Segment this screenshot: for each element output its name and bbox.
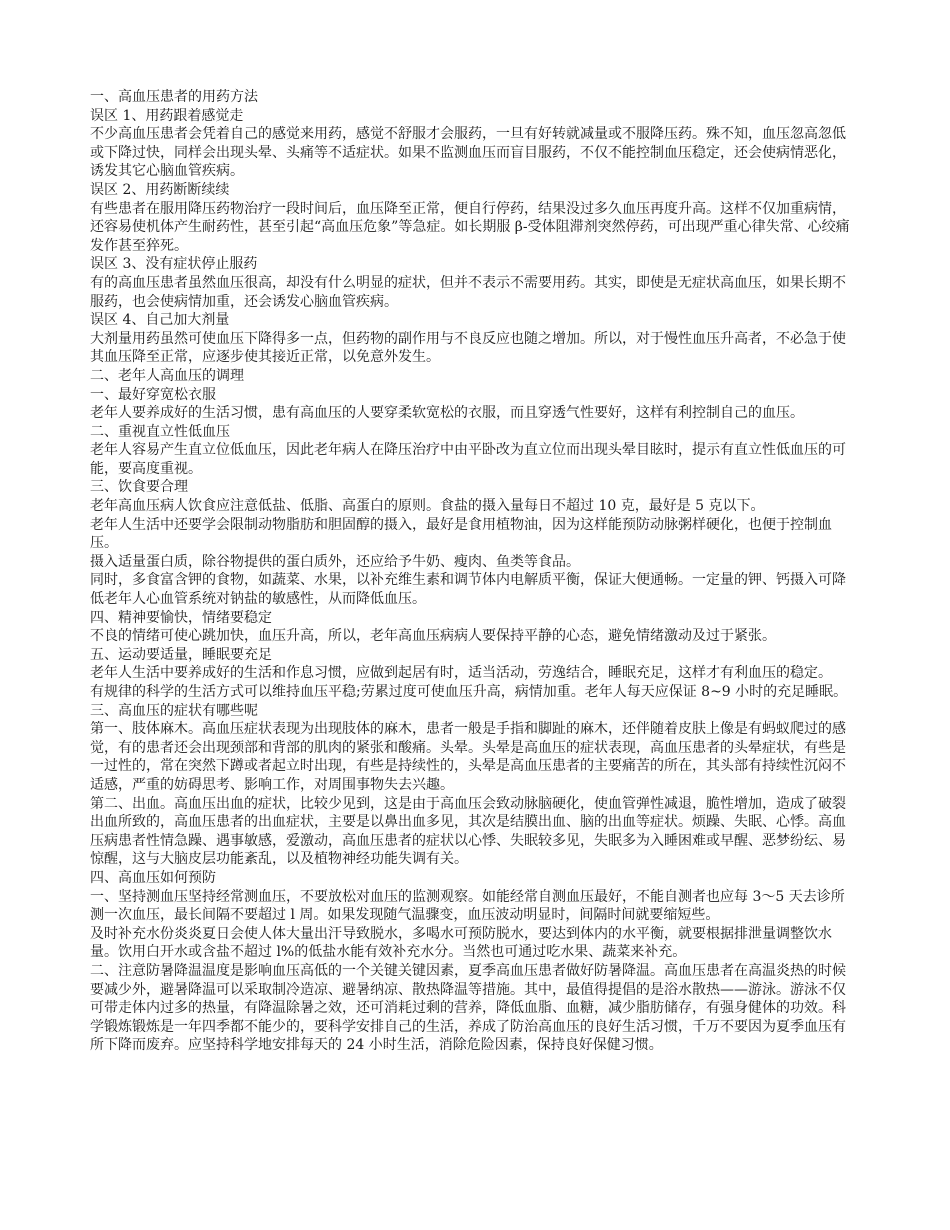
section-heading-symptoms: 三、高血压的症状有哪些呢 [90, 702, 258, 719]
section-heading-elderly-care: 二、老年人高血压的调理 [90, 367, 244, 384]
paragraph: 老年人生活中还要学会限制动物脂肪和胆固醇的摄入，最好是食用植物油，因为这样能预防动脉粥样硬化，也便于控制血压。 [90, 516, 832, 552]
subheading-mistake-2: 误区 2、用药断断续续 [90, 181, 230, 198]
subheading: 二、重视直立性低血压 [90, 423, 230, 440]
paragraph: 不良的情绪可使心跳加快，血压升高，所以，老年高血压病病人要保持平静的心态，避免情绪激动及过于紧张。 [90, 628, 776, 645]
paragraph: 一、坚持测血压坚持经常测血压，不要放松对血压的监测观察。如能经常自测血压最好，不能自测者也应每 3～5 天去诊所测一次血压，最长间隔不要超过 l 周。如果发现随气温骤变，血压波动明显时，间隔时间就要缩短些。 [90, 888, 845, 924]
subheading: 三、饮食要合理 [90, 479, 188, 496]
paragraph: 老年高血压病人饮食应注意低盐、低脂、高蛋白的原则。食盐的摄入量每日不超过 10 克，最好是 5 克以下。 [90, 498, 765, 515]
section-heading-prevention: 四、高血压如何预防 [90, 869, 216, 886]
paragraph: 同时，多食富含钾的食物，如蔬菜、水果，以补充维生素和调节体内电解质平衡，保证大便通畅。一定量的钾、钙摄入可降低老年人心血管系统对钠盐的敏感性，从而降低血压。 [90, 572, 846, 608]
paragraph: 有的高血压患者虽然血压很高，却没有什么明显的症状，但并不表示不需要用药。其实，即使是无症状高血压，如果长期不服药，也会使病情加重，还会诱发心脑血管疾病。 [90, 274, 846, 310]
subheading: 四、精神要愉快，情绪要稳定 [90, 609, 272, 626]
paragraph: 老年人要养成好的生活习惯，患有高血压的人要穿柔软宽松的衣服，而且穿透气性要好，这样有利控制自己的血压。 [90, 405, 804, 422]
section-heading-medication: 一、高血压患者的用药方法 [90, 89, 258, 105]
paragraph: 及时补充水份炎炎夏日会使人体大量出汗导致脱水，多喝水可预防脱水，要达到体内的水平衡，就要根据排泄量调整饮水量。饮用白开水或含盐不超过 l%的低盐水能有效补充水分。当然也可通过吃水果、蔬菜来补充。 [90, 925, 832, 961]
paragraph: 有些患者在服用降压药物治疗一段时间后，血压降至正常，便自行停药，结果没过多久血压再度升高。这样不仅加重病情，还容易使机体产生耐药性，甚至引起“高血压危象”等急症。如长期服 β-受体阻滞剂突然停药，可出现严重心律失常、心绞痛发作甚至猝死。 [90, 200, 850, 254]
paragraph: 老年人生活中要养成好的生活和作息习惯，应做到起居有时，适当活动，劳逸结合，睡眠充足，这样才有利血压的稳定。 [90, 665, 832, 682]
subheading-mistake-3: 误区 3、没有症状停止服药 [90, 256, 258, 273]
subheading-mistake-4: 误区 4、自己加大剂量 [90, 312, 230, 329]
paragraph: 不少高血压患者会凭着自己的感觉来用药，感觉不舒服才会服药，一旦有好转就减量或不服降压药。殊不知，血压忽高忽低或下降过快，同样会出现头晕、头痛等不适症状。如果不监测血压而盲目服药，不仅不能控制血压稳定，还会使病情恶化，诱发其它心脑血管疾病。 [90, 126, 846, 180]
subheading: 五、运动要适量，睡眠要充足 [90, 646, 272, 663]
paragraph: 第一、肢体麻木。高血压症状表现为出现肢体的麻木，患者一般是手指和脚趾的麻木，还伴随着皮肤上像是有蚂蚁爬过的感觉，有的患者还会出现颈部和背部的肌肉的紧张和酸痛。头晕。头晕是高血压的症状表现，高血压患者的头晕症状，有些是一过性的，常在突然下蹲或者起立时出现，有些是持续性的，头晕是高血压患者的主要痛苦的所在，其头部有持续性沉闷不适感，严重的妨碍思考、影响工作，对周围事物失去兴趣。 [90, 721, 846, 793]
paragraph: 老年人容易产生直立位低血压，因此老年病人在降压治疗中由平卧改为直立位而出现头晕目眩时，提示有直立性低血压的可能，要高度重视。 [90, 442, 846, 477]
paragraph: 摄入适量蛋白质，除谷物提供的蛋白质外，还应给予牛奶、瘦肉、鱼类等食品。 [90, 553, 580, 570]
paragraph: 二、注意防暑降温温度是影响血压高低的一个关键关键因素，夏季高血压患者做好防暑降温。高血压患者在高温炎热的时候要减少外，避暑降温可以采取制冷造凉、避暑纳凉、散热降温等措施。其中，最值得提倡的是浴水散热——游泳。游泳不仅可带走体内过多的热量，有降温除暑之效，还可消耗过剩的营养，降低血脂、血糖，减少脂肪储存，有强身健体的功效。科学锻炼锻炼是一年四季都不能少的，要科学安排自己的生活，养成了防治高血压的良好生活习惯，千万不要因为夏季血压有所下降而废弃。应坚持科学地安排每天的 24 小时生活，消除危险因素，保持良好保健习惯。 [90, 962, 846, 1054]
subheading-mistake-1: 误区 1、用药跟着感觉走 [90, 107, 244, 124]
paragraph: 有规律的科学的生活方式可以维持血压平稳;劳累过度可使血压升高，病情加重。老年人每天应保证 8~9 小时的充足睡眠。 [90, 684, 848, 700]
paragraph: 第二、出血。高血压出血的症状，比较少见到，这是由于高血压会致动脉脑硬化，使血管弹性减退，脆性增加，造成了破裂出血所致的，高血压患者的出血症状，主要是以鼻出血多见，其次是结膜出血、脑的出血等症状。烦躁、失眠、心悸。高血压病患者性情急躁、遇事敏感，爱激动，高血压患者的症状以心悸、失眠较多见，失眠多为入睡困难或早醒、恶梦纷纭、易惊醒，这与大脑皮层功能紊乱，以及植物神经功能失调有关。 [90, 795, 846, 868]
paragraph: 大剂量用药虽然可使血压下降得多一点，但药物的副作用与不良反应也随之增加。所以，对于慢性血压升高者，不必急于使其血压降至正常，应逐步使其接近正常，以免意外发生。 [90, 330, 846, 366]
subheading: 一、最好穿宽松衣服 [90, 386, 216, 403]
